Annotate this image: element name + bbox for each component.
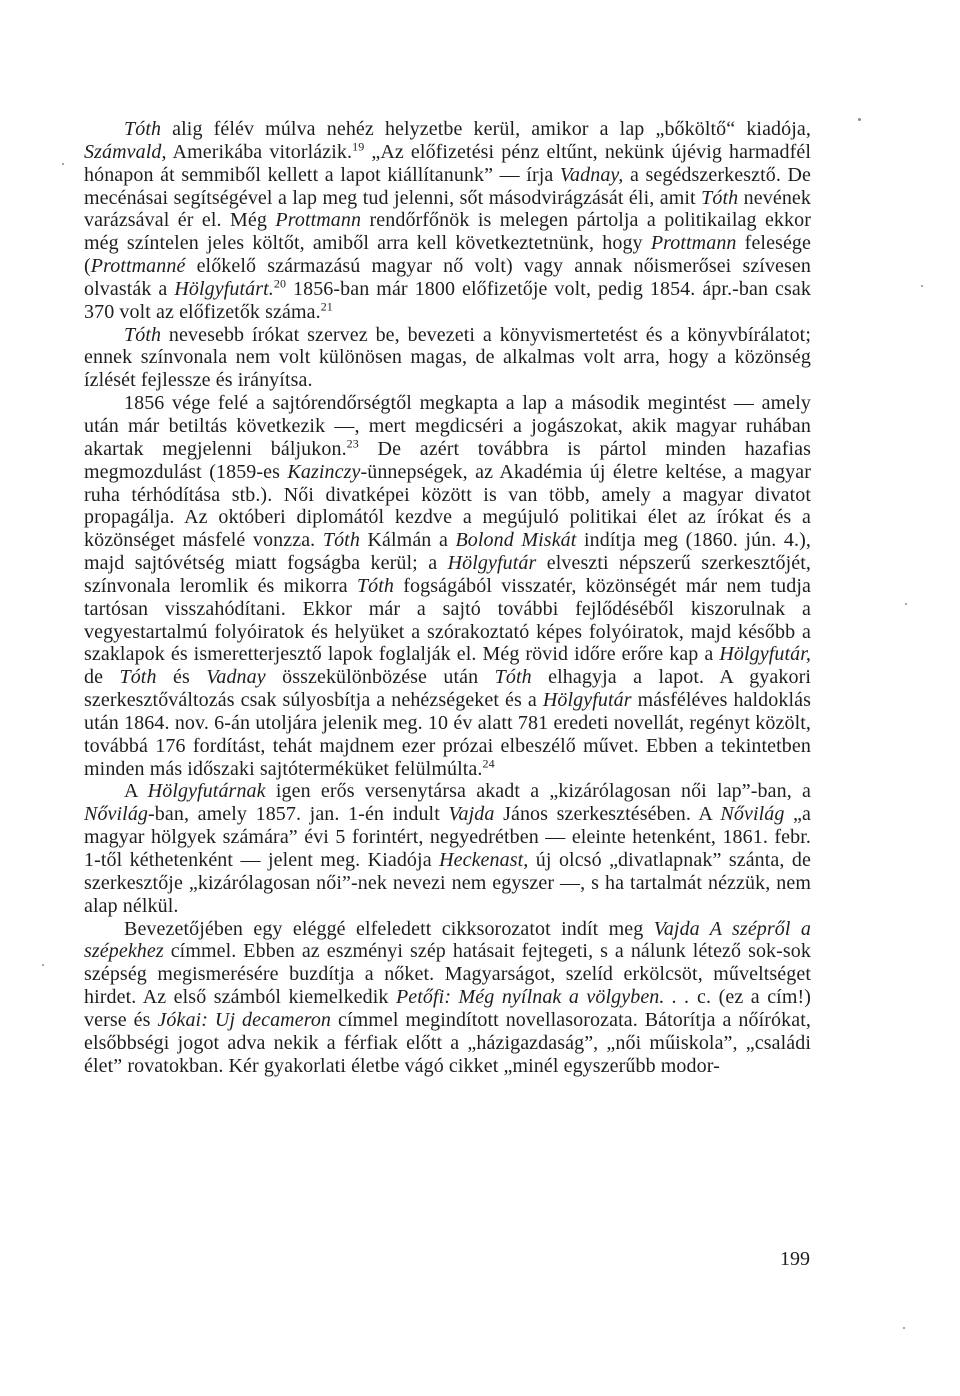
scan-speck: [42, 964, 44, 966]
scan-speck: [921, 285, 923, 287]
italic-text: Tóth: [124, 118, 162, 140]
text-run: címmel megindított novellasorozata. Bátorítja a nőírókat, elsőbbségi jogot adva nekik a férfiak előtt a „házigazdaság”, „női műiskola”, „családi élet” rovatokban. Kér gyakorlati életbe vágó cikket „minél egyszerűbb modor-: [84, 1008, 811, 1077]
text-run: fogságából visszatér, közönségét már nem tudja tartósan visszahódítani. Ekkor már a sajtó további fejlődéséből kiszorulnak a vegyestartalmú folyóiratok és helyüket a szórakoztató képes folyóiratok, majd később a szaklapok és ismeretterjesztő lapok foglalják el. Még rövid időre erőre kap a: [84, 574, 811, 666]
italic-text: Tóth: [124, 323, 162, 346]
text-run: A: [124, 780, 148, 803]
text-run: Amerikába vitorlázik.: [166, 140, 353, 163]
page-number: 199: [780, 1248, 810, 1270]
italic-text: Prottmann: [275, 209, 362, 232]
text-run: elhagyja a lapot. A gyakori szerkesztőváltozás csak súlyosbítja a nehézségeket és a: [84, 666, 812, 712]
footnote-ref: 21: [320, 299, 333, 314]
italic-text: Vajda: [448, 803, 495, 826]
text-run: 1856 vége felé a sajtórendőrségtől megkapta a lap a második megintést — amely után már betiltás következik —, mert megdicséri a jogászokat, akik magyar ruhában akartak megjelenni báljukon.: [84, 392, 811, 460]
italic-text: Hölgyfutár: [447, 552, 537, 575]
italic-text: Tóth: [322, 529, 360, 552]
text-run: indítja meg (1860. jún. 4.), majd sajtóvétség miatt fogságba kerül; a: [84, 529, 811, 575]
paragraph-1: [84, 118, 811, 324]
scan-speck: [903, 1327, 905, 1329]
text-run: összekülönbözése után: [265, 666, 495, 689]
text-run: De azért továbbra is pártol minden hazafias megmozdulást (1859-es: [84, 437, 811, 483]
italic-text: Hölgyfutárnak: [147, 780, 266, 803]
footnote-ref: 19: [352, 139, 365, 154]
italic-text: Hölgyfutárt.: [174, 277, 274, 300]
text-run: rendőrfőnök is melegen pártolja a politikailag ekkor még színtelen jeles költőt, amiből arra kell következtetnünk, hogy: [84, 209, 811, 255]
text-run: és: [156, 666, 207, 689]
paragraph-3: [84, 392, 811, 780]
text-run: 1856-ban már 1800 előfizetője volt, pedig 1854. ápr.-ban csak 370 volt az előfizetők száma.: [84, 277, 811, 323]
italic-text: Prottmanné: [90, 255, 186, 278]
italic-text: Hölgyfutár,: [719, 643, 811, 666]
italic-text: Nővilág: [720, 803, 785, 826]
text-run: a segédszerkesztő. De mecénásai segítségével a lap meg tud jelenni, sőt másodvirágzását éli, amit: [84, 163, 811, 209]
italic-text: Heckenast,: [439, 849, 529, 871]
paragraph-2: [84, 324, 811, 393]
paragraph-4: [84, 780, 811, 917]
footnote-ref: 20: [273, 276, 287, 291]
italic-text: Bolond Miskát: [455, 529, 577, 552]
text-run: nevesebb írókat szervez be, bevezeti a könyvismertetést és a könyvbírálatot; ennek színvonala nem volt különösen magas, de alkalmas volt arra, hogy a közönség ízlését fejlessze és irányítsa.: [84, 323, 811, 392]
text-run: igen erős versenytársa akadt a „kizárólagosan női lap”-ban, a: [265, 780, 811, 803]
scan-speck: [858, 118, 861, 121]
text-run: alig félév múlva nehéz helyzetbe kerül, amikor a lap „bőköltő“ kiadója,: [161, 118, 811, 140]
footnote-ref: 24: [482, 755, 495, 770]
italic-text: Vajda A szépről a szépekhez: [84, 917, 811, 963]
text-run: -ünnepségek, az Akadémia új életre keltése, a magyar ruha térhódítása stb.). Női divatképei között is van több, amely a magyar divatot propagálja. Az októberi diplomától kezdve a megújuló politikai élet az írókat és a közönséget másfelé vonzza.: [84, 460, 811, 552]
italic-text: Számvald,: [84, 140, 167, 163]
text-run: új olcsó „divatlapnak” szánta, de szerkesztője „kizárólagosan női”-nek nevezi nem egyszer —, s ha tartalmát nézzük, nem alap nélkül.: [84, 849, 811, 917]
text-run: János szerkesztésében. A: [494, 803, 721, 826]
text-run: elveszti népszerű szerkesztőjét, színvonala leromlik és mikorra: [84, 552, 811, 597]
text-run: másféléves haldoklás után 1864. nov. 6-án utoljára jelenik meg. 10 év alatt 781 eredeti novellát, regényt közölt, továbbá 176 fordítást, tehát majdnem ezer prózai elbeszélő művet. Ebben a tekintetben minden más időszaki sajtóterméküket felülmúlta.: [84, 689, 811, 780]
text-run: felesége (: [84, 232, 811, 278]
italic-text: Petőfi: Még nyílnak a völgyben. . .: [395, 986, 690, 1009]
text-run: címmel. Ebben az eszményi szép hatásait fejtegeti, s a nálunk létező sok-sok szépség megismerésére buzdítja a nőket. Magyarságot, szelíd erkölcsöt, műveltséget hirdet. Az első számból kiemelkedik: [84, 940, 811, 1009]
italic-text: Tóth: [119, 666, 157, 689]
text-run: „Az előfizetési pénz eltűnt, nekünk újévig harmadfél hónapon át semmiből kellett a lapot kiállítanunk” — írja: [84, 140, 811, 186]
footnote-ref: 23: [346, 436, 359, 451]
italic-text: Hölgyfutár: [542, 689, 632, 712]
text-run: Kálmán a: [359, 529, 456, 552]
italic-text: Tóth: [356, 574, 395, 597]
italic-text: Vadnay,: [559, 163, 624, 186]
paragraph-5: [84, 918, 811, 1078]
italic-text: Tóth: [701, 186, 739, 209]
italic-text: Prottmann: [650, 232, 737, 255]
text-run: de: [84, 666, 120, 689]
italic-text: Jókai: Uj decameron: [157, 1008, 332, 1031]
scan-speck: [62, 163, 64, 165]
italic-text: Kazinczy: [287, 460, 361, 483]
text-run: nevének varázsával ér el. Még: [84, 186, 811, 232]
text-run: „a magyar hölgyek számára” évi 5 forintért, negyedrétben — eleinte hetenként, 1861. febr. 1-től kéthetenként — jelent meg. Kiadója: [84, 803, 811, 871]
italic-text: Nővilág: [84, 803, 149, 826]
body-text: [84, 118, 811, 1077]
italic-text: Vadnay: [206, 666, 266, 689]
text-run: c. (ez a cím!) verse és: [84, 986, 812, 1031]
italic-text: Tóth: [494, 666, 532, 689]
text-run: előkelő származású magyar nő volt) vagy annak nőismerősei szívesen olvasták a: [84, 255, 811, 300]
scan-speck: [905, 603, 907, 605]
text-run: Bevezetőjében egy eléggé elfeledett cikksorozatot indít meg: [124, 917, 654, 940]
text-run: -ban, amely 1857. jan. 1-én indult: [148, 803, 449, 826]
